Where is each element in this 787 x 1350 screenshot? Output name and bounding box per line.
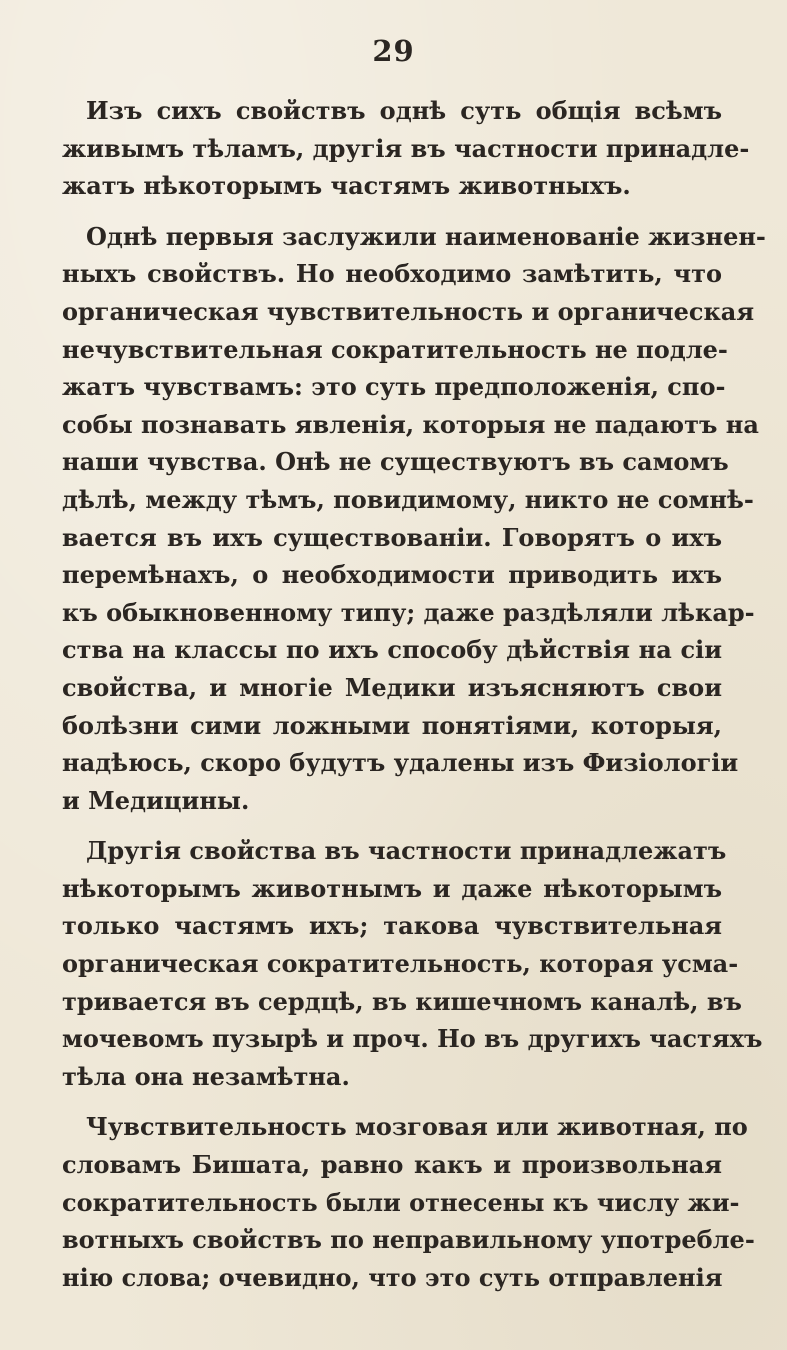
text-line: Другія свойства въ частности принадлежатъ [86, 836, 727, 866]
paragraph [62, 218, 766, 820]
text-line: нію слова; очевидно, что это суть отправленія [62, 1262, 723, 1292]
text-line: словамъ Бишата, равно какъ и произвольная [62, 1150, 722, 1180]
text-line: нѣкоторымъ животнымъ и даже нѣкоторымъ [62, 873, 722, 903]
text-line: Изъ сихъ свойствъ однѣ суть общія всѣмъ [86, 96, 722, 125]
text-line: жатъ чувствамъ: это суть предположенія, спо- [62, 372, 726, 402]
text-line: перемѣнахъ, о необходимости приводить ихъ [62, 560, 722, 590]
text-line: сократительность были отнесены къ числу жи- [62, 1187, 740, 1217]
text-line: жатъ нѣкоторымъ частямъ животныхъ. [62, 171, 631, 201]
text-line: живымъ тѣламъ, другія въ частности принадле- [62, 133, 750, 163]
text-line: собы познавать явленія, которыя не падаютъ на [62, 409, 759, 439]
body-text [62, 92, 766, 1309]
text-line: надѣюсь, скоро будутъ удалены изъ Физіологіи [62, 748, 739, 778]
text-line: ныхъ свойствъ. Но необходимо замѣтить, что [62, 259, 722, 289]
text-line: органическая сократительность, которая усма- [62, 949, 739, 979]
paragraph [62, 1108, 755, 1296]
text-line: тѣла она незамѣтна. [62, 1061, 350, 1091]
text-line: свойства, и многіе Медики изъясняютъ свои [62, 672, 722, 702]
text-line: наши чувства. Онѣ не существуютъ въ самомъ [62, 447, 729, 477]
text-line: Однѣ первыя заслужили наименованіе жизнен- [86, 221, 766, 251]
paragraph [62, 92, 750, 205]
text-line: тривается въ сердцѣ, въ кишечномъ каналѣ, въ [62, 986, 742, 1016]
text-line: нечувствительная сократительность не подле- [62, 334, 728, 364]
text-line: болѣзни сими ложными понятіями, которыя, [62, 710, 722, 740]
text-line: Чувствительность мозговая или животная, по [86, 1112, 748, 1142]
text-line: дѣлѣ, между тѣмъ, повидимому, никто не сомнѣ- [62, 484, 754, 514]
text-line: только частямъ ихъ; такова чувствительная [62, 911, 722, 941]
text-line: къ обыкновенному типу; даже раздѣляли лѣкар- [62, 597, 755, 627]
text-line: ства на классы по ихъ способу дѣйствія на сіи [62, 635, 722, 665]
text-line: вается въ ихъ существованіи. Говорятъ о ихъ [62, 522, 722, 552]
text-line: мочевомъ пузырѣ и проч. Но въ другихъ частяхъ [62, 1024, 763, 1054]
text-line: органическая чувствительность и органическая [62, 296, 755, 326]
paragraph [62, 832, 763, 1095]
text-line: вотныхъ свойствъ по неправильному употребле- [62, 1225, 755, 1255]
text-line: и Медицины. [62, 785, 250, 815]
page-number: 29 [372, 34, 415, 68]
